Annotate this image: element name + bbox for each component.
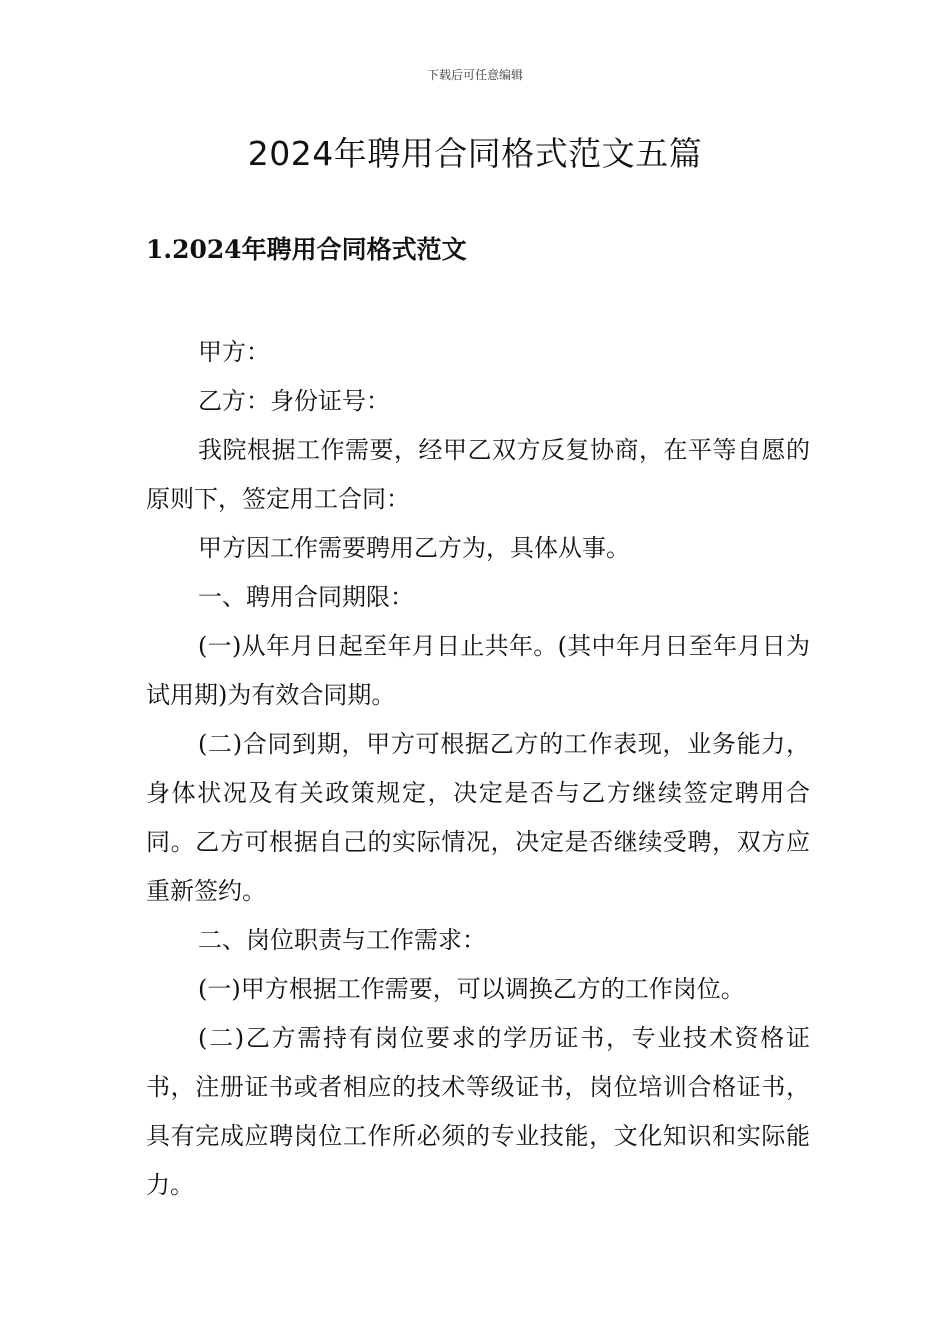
document-title: 2024年聘用合同格式范文五篇 (247, 134, 703, 173)
paragraph: 我院根据工作需要，经甲乙双方反复协商，在平等自愿的原则下，签定用工合同： (146, 436, 810, 513)
paragraph: (二)合同到期，甲方可根据乙方的工作表现，业务能力，身体状况及有关政策规定，决定是否与乙方继续签定聘用合同。乙方可根据自己的实际情况，决定是否继续受聘，双方应重新签约。 (146, 730, 810, 905)
paragraph: (二)乙方需持有岗位要求的学历证书，专业技术资格证书，注册证书或者相应的技术等级证书，岗位培训合格证书，具有完成应聘岗位工作所必须的专业技能，文化知识和实际能力。 (146, 1024, 810, 1199)
paragraph: 二、岗位职责与工作需求： (198, 926, 486, 954)
paragraph: (一)甲方根据工作需要，可以调换乙方的工作岗位。 (198, 975, 745, 1003)
document-body (146, 328, 810, 1210)
paragraph: 甲方因工作需要聘用乙方为，具体从事。 (198, 534, 630, 562)
section-heading: 1.2024年聘用合同格式范文 (146, 235, 467, 264)
paragraph: 一、聘用合同期限： (198, 583, 414, 611)
header-note: 下载后可任意编辑 (426, 68, 523, 82)
paragraph: 乙方：身份证号： (198, 387, 390, 415)
paragraph: (一)从年月日起至年月日止共年。(其中年月日至年月日为试用期)为有效合同期。 (146, 632, 810, 709)
paragraph: 甲方： (198, 338, 270, 366)
